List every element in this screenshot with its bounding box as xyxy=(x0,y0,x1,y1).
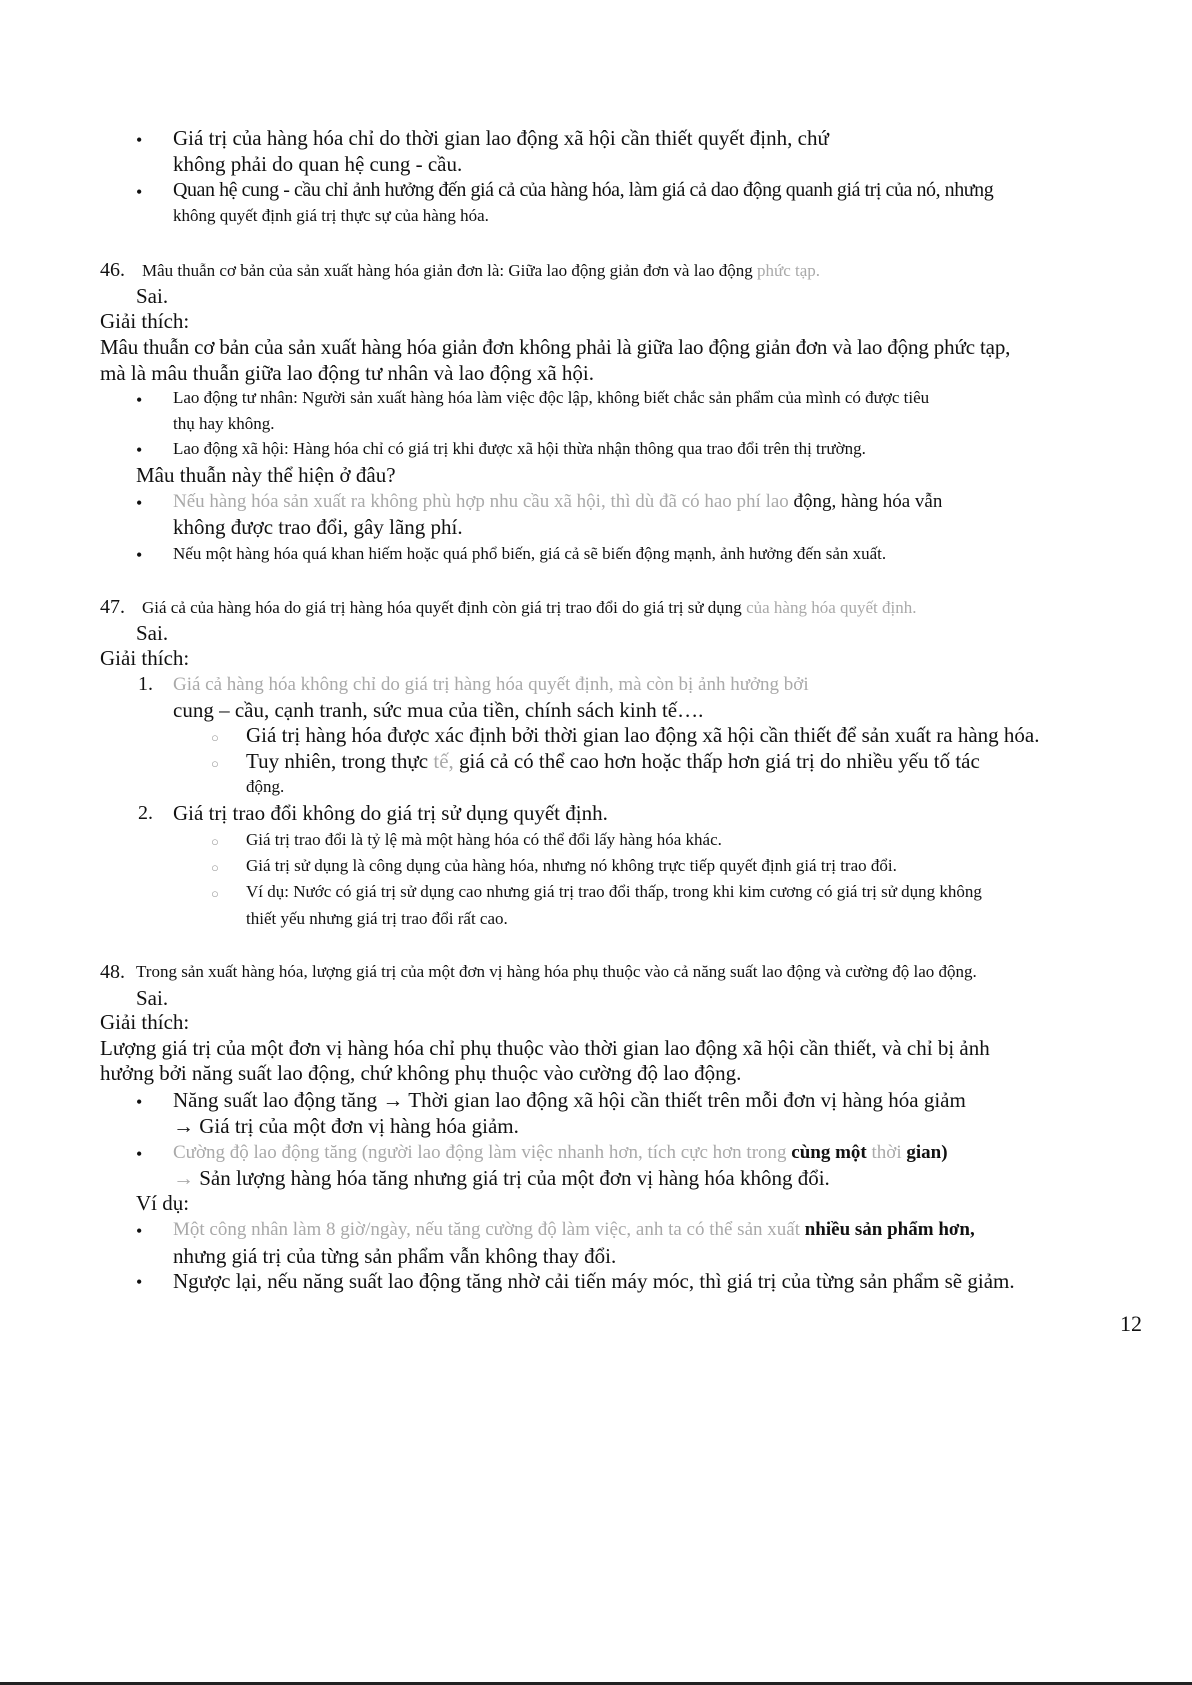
question-46-para-line-2: mà là mâu thuẫn giữa lao động tư nhân và lao động xã hội. xyxy=(100,361,594,385)
bullet: • xyxy=(136,1092,143,1112)
question-46-answer: Sai. xyxy=(136,284,169,308)
question-47-sub-4: Giá trị sử dụng là công dụng của hàng hóa, nhưng nó không trực tiếp quyết định giá trị trao đổi. xyxy=(246,856,897,875)
question-48-answer: Sai. xyxy=(136,986,169,1010)
bullet: • xyxy=(136,493,143,513)
question-47-sub-5-line-1: Ví dụ: Nước có giá trị sử dụng cao nhưng giá trị trao đổi thấp, trong khi kim cương có giá trị sử dụng không xyxy=(246,882,982,901)
question-46-bullet-2: Lao động xã hội: Hàng hóa chỉ có giá trị khi được xã hội thừa nhận thông qua trao đổi trên thị trường. xyxy=(173,439,866,458)
question-47-item-2-number: 2. xyxy=(138,802,153,824)
question-47-answer: Sai. xyxy=(136,621,169,645)
question-46-bullet-4: Nếu một hàng hóa quá khan hiếm hoặc quá phổ biến, giá cả sẽ biến động mạnh, ảnh hưởng đến sản xuất. xyxy=(173,544,887,563)
question-46-bullet-1-line-1: Lao động tư nhân: Người sản xuất hàng hóa làm việc độc lập, không biết chắc sản phẩm của mình có được tiêu xyxy=(173,388,930,407)
question-47-sub-1: Giá trị hàng hóa được xác định bởi thời gian lao động xã hội cần thiết để sản xuất ra hàng hóa. xyxy=(246,723,1040,747)
question-46-number: 46. xyxy=(100,259,125,281)
page-number: 12 xyxy=(1120,1311,1142,1336)
question-46-heading: Giải thích: xyxy=(100,309,190,333)
top-bullet-2-line-2: không quyết định giá trị thực sự của hàng hóa. xyxy=(173,206,489,225)
circle-bullet: ○ xyxy=(211,756,219,771)
question-47-sub-5-line-2: thiết yếu nhưng giá trị trao đổi rất cao. xyxy=(246,909,508,928)
question-48-bullet-3-line-1: Một công nhân làm 8 giờ/ngày, nếu tăng cường độ làm việc, anh ta có thể sản xuất nhiều sản phẩm hơn, xyxy=(173,1219,975,1240)
question-48-heading: Giải thích: xyxy=(100,1010,190,1034)
question-46-bullet-1-line-2: thụ hay không. xyxy=(173,414,275,433)
bullet: • xyxy=(136,390,143,410)
question-47-sub-2-line-1: Tuy nhiên, trong thực tế, giá cả có thể cao hơn hoặc thấp hơn giá trị do nhiều yếu tố tác xyxy=(246,749,980,773)
question-48-bullet-2-line-2: → Sản lượng hàng hóa tăng nhưng giá trị của một đơn vị hàng hóa không đổi. xyxy=(173,1166,830,1190)
question-46-bullet-3-line-2: không được trao đổi, gây lãng phí. xyxy=(173,515,463,539)
question-48-para-line-2: hưởng bởi năng suất lao động, chứ không phụ thuộc vào cường độ lao động. xyxy=(100,1061,742,1085)
question-48-bullet-1-line-2: → Giá trị của một đơn vị hàng hóa giảm. xyxy=(173,1114,519,1138)
top-bullet-2-line-1: Quan hệ cung - cầu chỉ ảnh hưởng đến giá cả của hàng hóa, làm giá cả dao động quanh giá trị của nó, nhưng xyxy=(173,179,994,201)
bullet: • xyxy=(136,130,143,150)
top-bullet-1-line-1: Giá trị của hàng hóa chỉ do thời gian lao động xã hội cần thiết quyết định, chứ xyxy=(173,126,829,150)
question-48-example-heading: Ví dụ: xyxy=(136,1191,190,1215)
circle-bullet: ○ xyxy=(211,886,219,901)
bullet: • xyxy=(136,440,143,460)
bullet: • xyxy=(136,182,143,202)
question-48-bullet-3-line-2: nhưng giá trị của từng sản phẩm vẫn không thay đổi. xyxy=(173,1244,617,1268)
question-48-statement: Trong sản xuất hàng hóa, lượng giá trị của một đơn vị hàng hóa phụ thuộc vào cả năng suất lao động và cường độ lao động. xyxy=(136,962,977,981)
question-48-bullet-4: Ngược lại, nếu năng suất lao động tăng nhờ cải tiến máy móc, thì giá trị của từng sản phẩm sẽ giảm. xyxy=(173,1269,1015,1293)
question-47-heading: Giải thích: xyxy=(100,646,190,670)
question-48-bullet-2-line-1: Cường độ lao động tăng (người lao động làm việc nhanh hơn, tích cực hơn trong cùng một thời gian) xyxy=(173,1142,948,1163)
bullet: • xyxy=(136,1272,143,1292)
question-47-item-2: Giá trị trao đổi không do giá trị sử dụng quyết định. xyxy=(173,801,608,825)
question-48-para-line-1: Lượng giá trị của một đơn vị hàng hóa chỉ phụ thuộc vào thời gian lao động xã hội cần thiết, và chỉ bị ảnh xyxy=(100,1036,990,1060)
question-47-item-1-number: 1. xyxy=(138,673,153,695)
question-46-bullet-3-line-1: Nếu hàng hóa sản xuất ra không phù hợp nhu cầu xã hội, thì dù đã có hao phí lao động, hàng hóa vẫn xyxy=(173,491,943,512)
question-47-item-1-line-1: Giá cả hàng hóa không chỉ do giá trị hàng hóa quyết định, mà còn bị ảnh hưởng bởi xyxy=(173,674,809,695)
question-48-number: 48. xyxy=(100,961,125,983)
circle-bullet: ○ xyxy=(211,834,219,849)
question-46-para-line-1: Mâu thuẫn cơ bản của sản xuất hàng hóa giản đơn không phải là giữa lao động giản đơn và lao động phức tạp, xyxy=(100,335,1011,359)
question-47-statement: Giá cả của hàng hóa do giá trị hàng hóa quyết định còn giá trị trao đổi do giá trị sử dụng của hàng hóa quyết định. xyxy=(142,598,917,617)
question-46-subheading: Mâu thuẫn này thể hiện ở đâu? xyxy=(136,463,396,487)
question-47-sub-2-line-2: động. xyxy=(246,777,285,796)
bullet: • xyxy=(136,545,143,565)
question-48-bullet-1-line-1: Năng suất lao động tăng → Thời gian lao động xã hội cần thiết trên mỗi đơn vị hàng hóa giảm xyxy=(173,1088,966,1112)
bullet: • xyxy=(136,1221,143,1241)
circle-bullet: ○ xyxy=(211,730,219,745)
bullet: • xyxy=(136,1144,143,1164)
top-bullet-1-line-2: không phải do quan hệ cung - cầu. xyxy=(173,152,463,176)
question-47-item-1-line-2: cung – cầu, cạnh tranh, sức mua của tiền, chính sách kinh tế…. xyxy=(173,698,704,722)
question-47-sub-3: Giá trị trao đổi là tỷ lệ mà một hàng hóa có thể đổi lấy hàng hóa khác. xyxy=(246,830,722,849)
question-46-statement: Mâu thuẫn cơ bản của sản xuất hàng hóa giản đơn là: Giữa lao động giản đơn và lao động phức tạp. xyxy=(142,261,821,280)
circle-bullet: ○ xyxy=(211,860,219,875)
question-47-number: 47. xyxy=(100,596,125,618)
